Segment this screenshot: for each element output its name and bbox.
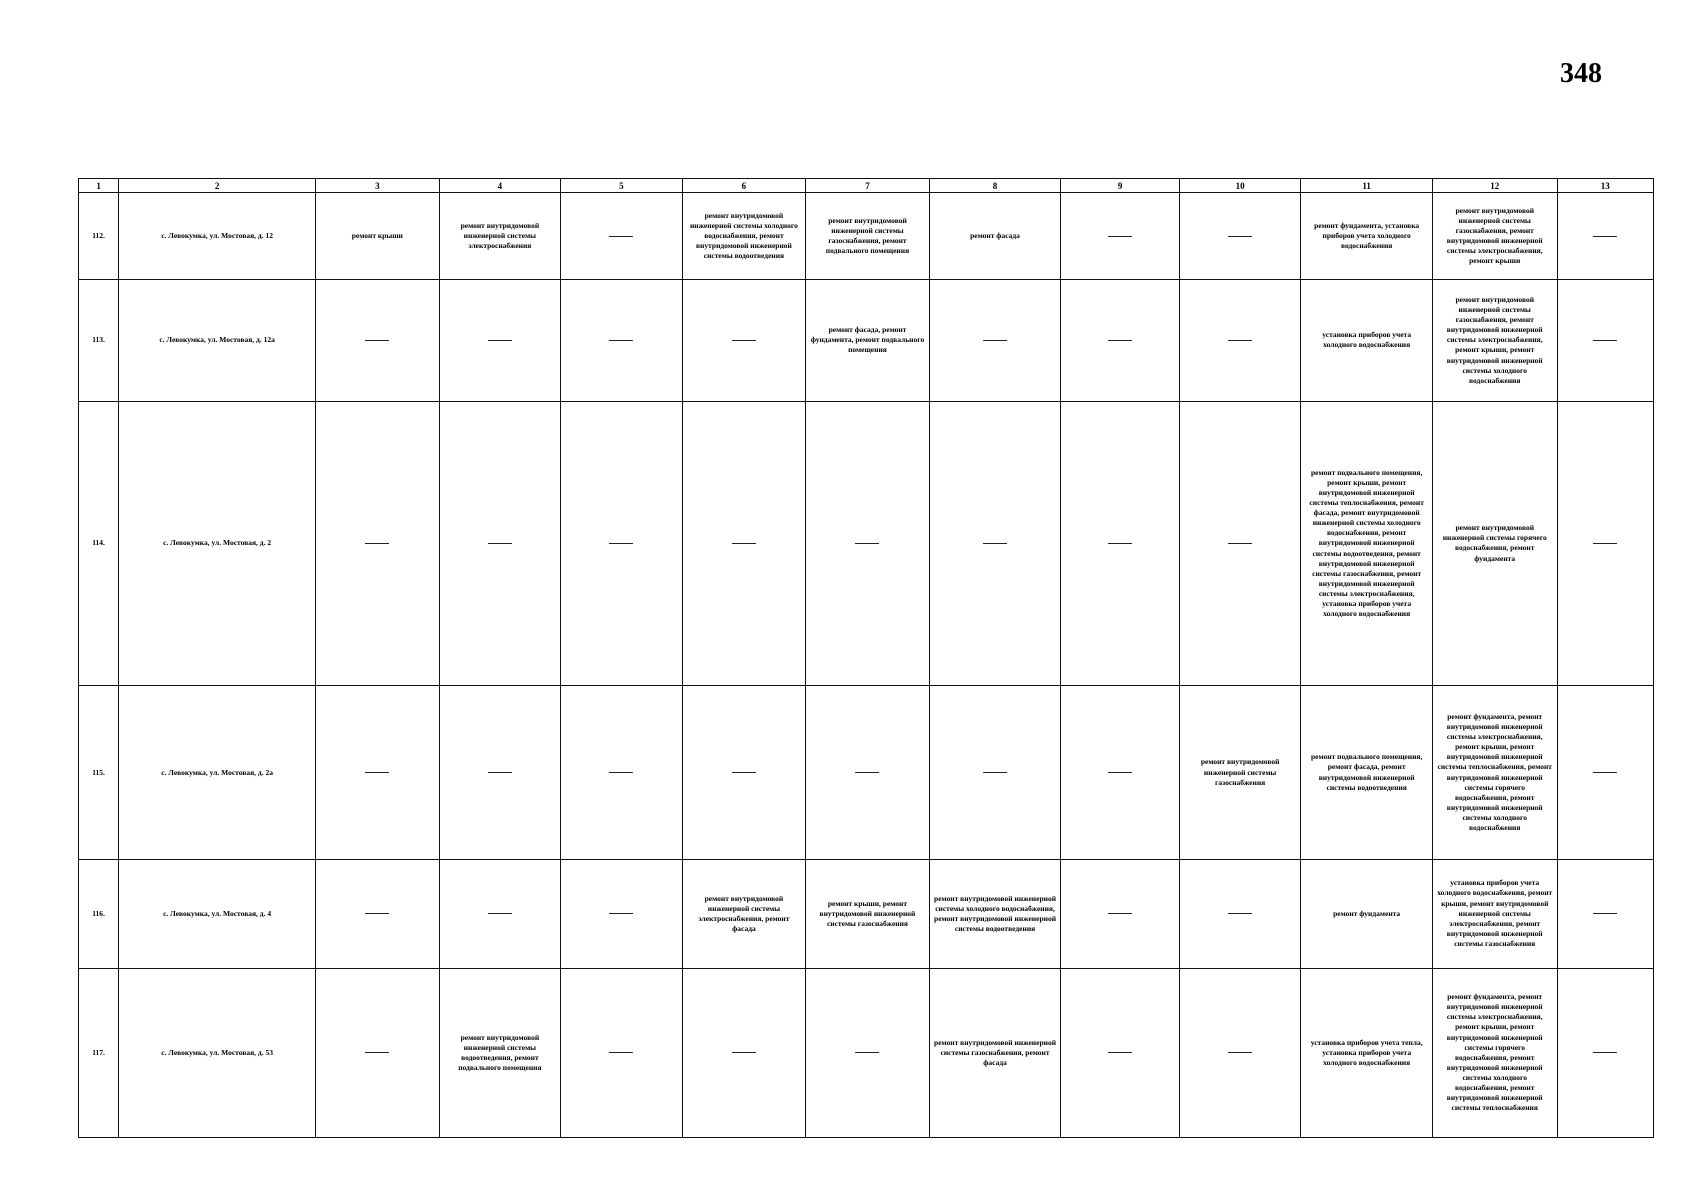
work-cell: ремонт внутридомовой инженерной системы электроснабжения	[439, 193, 561, 280]
address-cell: с. Левокумка, ул. Мостовая, д. 4	[119, 859, 316, 968]
work-cell: ремонт подвального помещения, ремонт фасада, ремонт внутридомовой инженерной системы водоотведения	[1301, 686, 1433, 860]
dash-mark	[488, 772, 512, 773]
address-cell: с. Левокумка, ул. Мостовая, д. 12а	[119, 280, 316, 402]
empty-cell	[439, 686, 561, 860]
address-cell: с. Левокумка, ул. Мостовая, д. 2а	[119, 686, 316, 860]
work-cell: ремонт фундамента, установка приборов учета холодного водоснабжения	[1301, 193, 1433, 280]
empty-cell	[316, 686, 440, 860]
empty-cell	[682, 401, 806, 686]
work-cell: ремонт внутридомовой инженерной системы газоснабжения, ремонт внутридомовой инженерной системы электроснабжения, ремонт крыши	[1432, 193, 1557, 280]
dash-mark	[365, 1052, 389, 1053]
column-number-5: 5	[561, 179, 683, 193]
dash-mark	[609, 1052, 633, 1053]
work-cell: ремонт внутридомовой инженерной системы горячего водоснабжения, ремонт фундамента	[1432, 401, 1557, 686]
dash-mark	[1228, 913, 1252, 914]
work-cell: ремонт фасада, ремонт фундамента, ремонт подвального помещения	[806, 280, 930, 402]
work-cell: ремонт внутридомовой инженерной системы газоснабжения, ремонт внутридомовой инженерной системы электроснабжения, ремонт крыши, ремонт внутридомовой инженерной системы холодного водоснабжения	[1432, 280, 1557, 402]
empty-cell	[1061, 280, 1180, 402]
row-number: 116.	[79, 859, 119, 968]
dash-mark	[1108, 340, 1132, 341]
column-number-7: 7	[806, 179, 930, 193]
dash-mark	[365, 913, 389, 914]
empty-cell	[1179, 401, 1301, 686]
dash-mark	[365, 340, 389, 341]
dash-mark	[1228, 340, 1252, 341]
dash-mark	[1593, 543, 1617, 544]
table-row	[79, 193, 1654, 280]
row-number: 114.	[79, 401, 119, 686]
dash-mark	[609, 340, 633, 341]
dash-mark	[732, 1052, 756, 1053]
column-number-4: 4	[439, 179, 561, 193]
empty-cell	[561, 193, 683, 280]
table-row	[79, 859, 1654, 968]
dash-mark	[855, 772, 879, 773]
dash-mark	[365, 543, 389, 544]
empty-cell	[1179, 859, 1301, 968]
empty-cell	[316, 401, 440, 686]
work-cell: ремонт фундамента, ремонт внутридомовой инженерной системы электроснабжения, ремонт крыши, ремонт внутридомовой инженерной системы теплоснабжения, ремонт внутридомовой инженерной системы горячего водоснабжения, ремонт внутридомовой инженерной системы холодного водоснабжения	[1432, 686, 1557, 860]
dash-mark	[488, 913, 512, 914]
work-cell: ремонт фундамента, ремонт внутридомовой инженерной системы электроснабжения, ремонт крыши, ремонт внутридомовой инженерной системы горячего водоснабжения, ремонт внутридомовой инженерной системы холодного водоснабжения, ремонт внутридомовой инженерной системы теплоснабжения	[1432, 968, 1557, 1137]
dash-mark	[1228, 1052, 1252, 1053]
empty-cell	[1061, 193, 1180, 280]
dash-mark	[1108, 772, 1132, 773]
work-cell: ремонт крыши	[316, 193, 440, 280]
header-row	[79, 179, 1654, 193]
dash-mark	[609, 772, 633, 773]
empty-cell	[561, 401, 683, 686]
empty-cell	[561, 280, 683, 402]
table-row	[79, 686, 1654, 860]
address-cell: с. Левокумка, ул. Мостовая, д. 2	[119, 401, 316, 686]
dash-mark	[1593, 772, 1617, 773]
work-cell: ремонт внутридомовой инженерной системы холодного водоснабжения, ремонт внутридомовой инженерной системы водоотведения	[682, 193, 806, 280]
dash-mark	[855, 1052, 879, 1053]
table-row	[79, 401, 1654, 686]
work-cell: установка приборов учета холодного водоснабжения	[1301, 280, 1433, 402]
work-cell: ремонт внутридомовой инженерной системы газоснабжения	[1179, 686, 1301, 860]
table-row	[79, 280, 1654, 402]
dash-mark	[983, 340, 1007, 341]
column-number-3: 3	[316, 179, 440, 193]
empty-cell	[316, 280, 440, 402]
empty-cell	[561, 686, 683, 860]
dash-mark	[732, 772, 756, 773]
dash-mark	[609, 236, 633, 237]
dash-mark	[1593, 236, 1617, 237]
dash-mark	[983, 772, 1007, 773]
empty-cell	[1179, 280, 1301, 402]
empty-cell	[1061, 401, 1180, 686]
column-number-10: 10	[1179, 179, 1301, 193]
empty-cell	[806, 401, 930, 686]
empty-cell	[316, 968, 440, 1137]
empty-cell	[1061, 686, 1180, 860]
empty-cell	[806, 686, 930, 860]
empty-cell	[1061, 859, 1180, 968]
empty-cell	[682, 968, 806, 1137]
row-number: 113.	[79, 280, 119, 402]
work-schedule-table	[78, 178, 1654, 1138]
empty-cell	[439, 401, 561, 686]
empty-cell	[1179, 968, 1301, 1137]
column-number-6: 6	[682, 179, 806, 193]
dash-mark	[1228, 543, 1252, 544]
work-cell: ремонт внутридомовой инженерной системы электроснабжения, ремонт фасада	[682, 859, 806, 968]
dash-mark	[488, 543, 512, 544]
page-number: 348	[1560, 58, 1602, 89]
work-cell: ремонт фасада	[929, 193, 1061, 280]
dash-mark	[1228, 236, 1252, 237]
empty-cell	[682, 686, 806, 860]
work-cell: ремонт крыши, ремонт внутридомовой инженерной системы газоснабжения	[806, 859, 930, 968]
row-number: 112.	[79, 193, 119, 280]
empty-cell	[929, 401, 1061, 686]
empty-cell	[1557, 968, 1654, 1137]
empty-cell	[1557, 280, 1654, 402]
dash-mark	[609, 913, 633, 914]
work-cell: установка приборов учета тепла, установка приборов учета холодного водоснабжения	[1301, 968, 1433, 1137]
table-row	[79, 968, 1654, 1137]
empty-cell	[806, 968, 930, 1137]
dash-mark	[1108, 1052, 1132, 1053]
row-number: 115.	[79, 686, 119, 860]
empty-cell	[682, 280, 806, 402]
work-cell: ремонт внутридомовой инженерной системы газоснабжения, ремонт подвального помещения	[806, 193, 930, 280]
column-number-8: 8	[929, 179, 1061, 193]
empty-cell	[1557, 859, 1654, 968]
dash-mark	[1108, 236, 1132, 237]
column-number-9: 9	[1061, 179, 1180, 193]
column-number-1: 1	[79, 179, 119, 193]
dash-mark	[855, 543, 879, 544]
dash-mark	[1593, 913, 1617, 914]
empty-cell	[1557, 686, 1654, 860]
dash-mark	[365, 772, 389, 773]
empty-cell	[316, 859, 440, 968]
work-cell: ремонт внутридомовой инженерной системы газоснабжения, ремонт фасада	[929, 968, 1061, 1137]
address-cell: с. Левокумка, ул. Мостовая, д. 53	[119, 968, 316, 1137]
dash-mark	[732, 543, 756, 544]
column-number-11: 11	[1301, 179, 1433, 193]
column-number-12: 12	[1432, 179, 1557, 193]
empty-cell	[1061, 968, 1180, 1137]
dash-mark	[1108, 543, 1132, 544]
work-cell: установка приборов учета холодного водоснабжения, ремонт крыши, ремонт внутридомовой инженерной системы электроснабжения, ремонт внутридомовой инженерной системы газоснабжения	[1432, 859, 1557, 968]
empty-cell	[439, 280, 561, 402]
column-number-13: 13	[1557, 179, 1654, 193]
dash-mark	[1108, 913, 1132, 914]
empty-cell	[1557, 193, 1654, 280]
empty-cell	[929, 686, 1061, 860]
dash-mark	[488, 340, 512, 341]
work-cell: ремонт подвального помещения, ремонт крыши, ремонт внутридомовой инженерной системы теплоснабжения, ремонт фасада, ремонт внутридомовой инженерной системы холодного водоснабжения, ремонт внутридомовой инженерной системы водоотведения, ремонт внутридомовой инженерной системы газоснабжения, ремонт внутридомовой инженерной системы электроснабжения, установка приборов учета холодного водоснабжения	[1301, 401, 1433, 686]
work-cell: ремонт внутридомовой инженерной системы водоотведения, ремонт подвального помещения	[439, 968, 561, 1137]
empty-cell	[1179, 193, 1301, 280]
row-number: 117.	[79, 968, 119, 1137]
dash-mark	[609, 543, 633, 544]
empty-cell	[929, 280, 1061, 402]
empty-cell	[439, 859, 561, 968]
dash-mark	[732, 340, 756, 341]
empty-cell	[561, 968, 683, 1137]
work-cell: ремонт фундамента	[1301, 859, 1433, 968]
column-number-2: 2	[119, 179, 316, 193]
address-cell: с. Левокумка, ул. Мостовая, д. 12	[119, 193, 316, 280]
work-cell: ремонт внутридомовой инженерной системы холодного водоснабжения, ремонт внутридомовой инженерной системы водоотведения	[929, 859, 1061, 968]
dash-mark	[1593, 1052, 1617, 1053]
empty-cell	[561, 859, 683, 968]
dash-mark	[1593, 340, 1617, 341]
empty-cell	[1557, 401, 1654, 686]
dash-mark	[983, 543, 1007, 544]
